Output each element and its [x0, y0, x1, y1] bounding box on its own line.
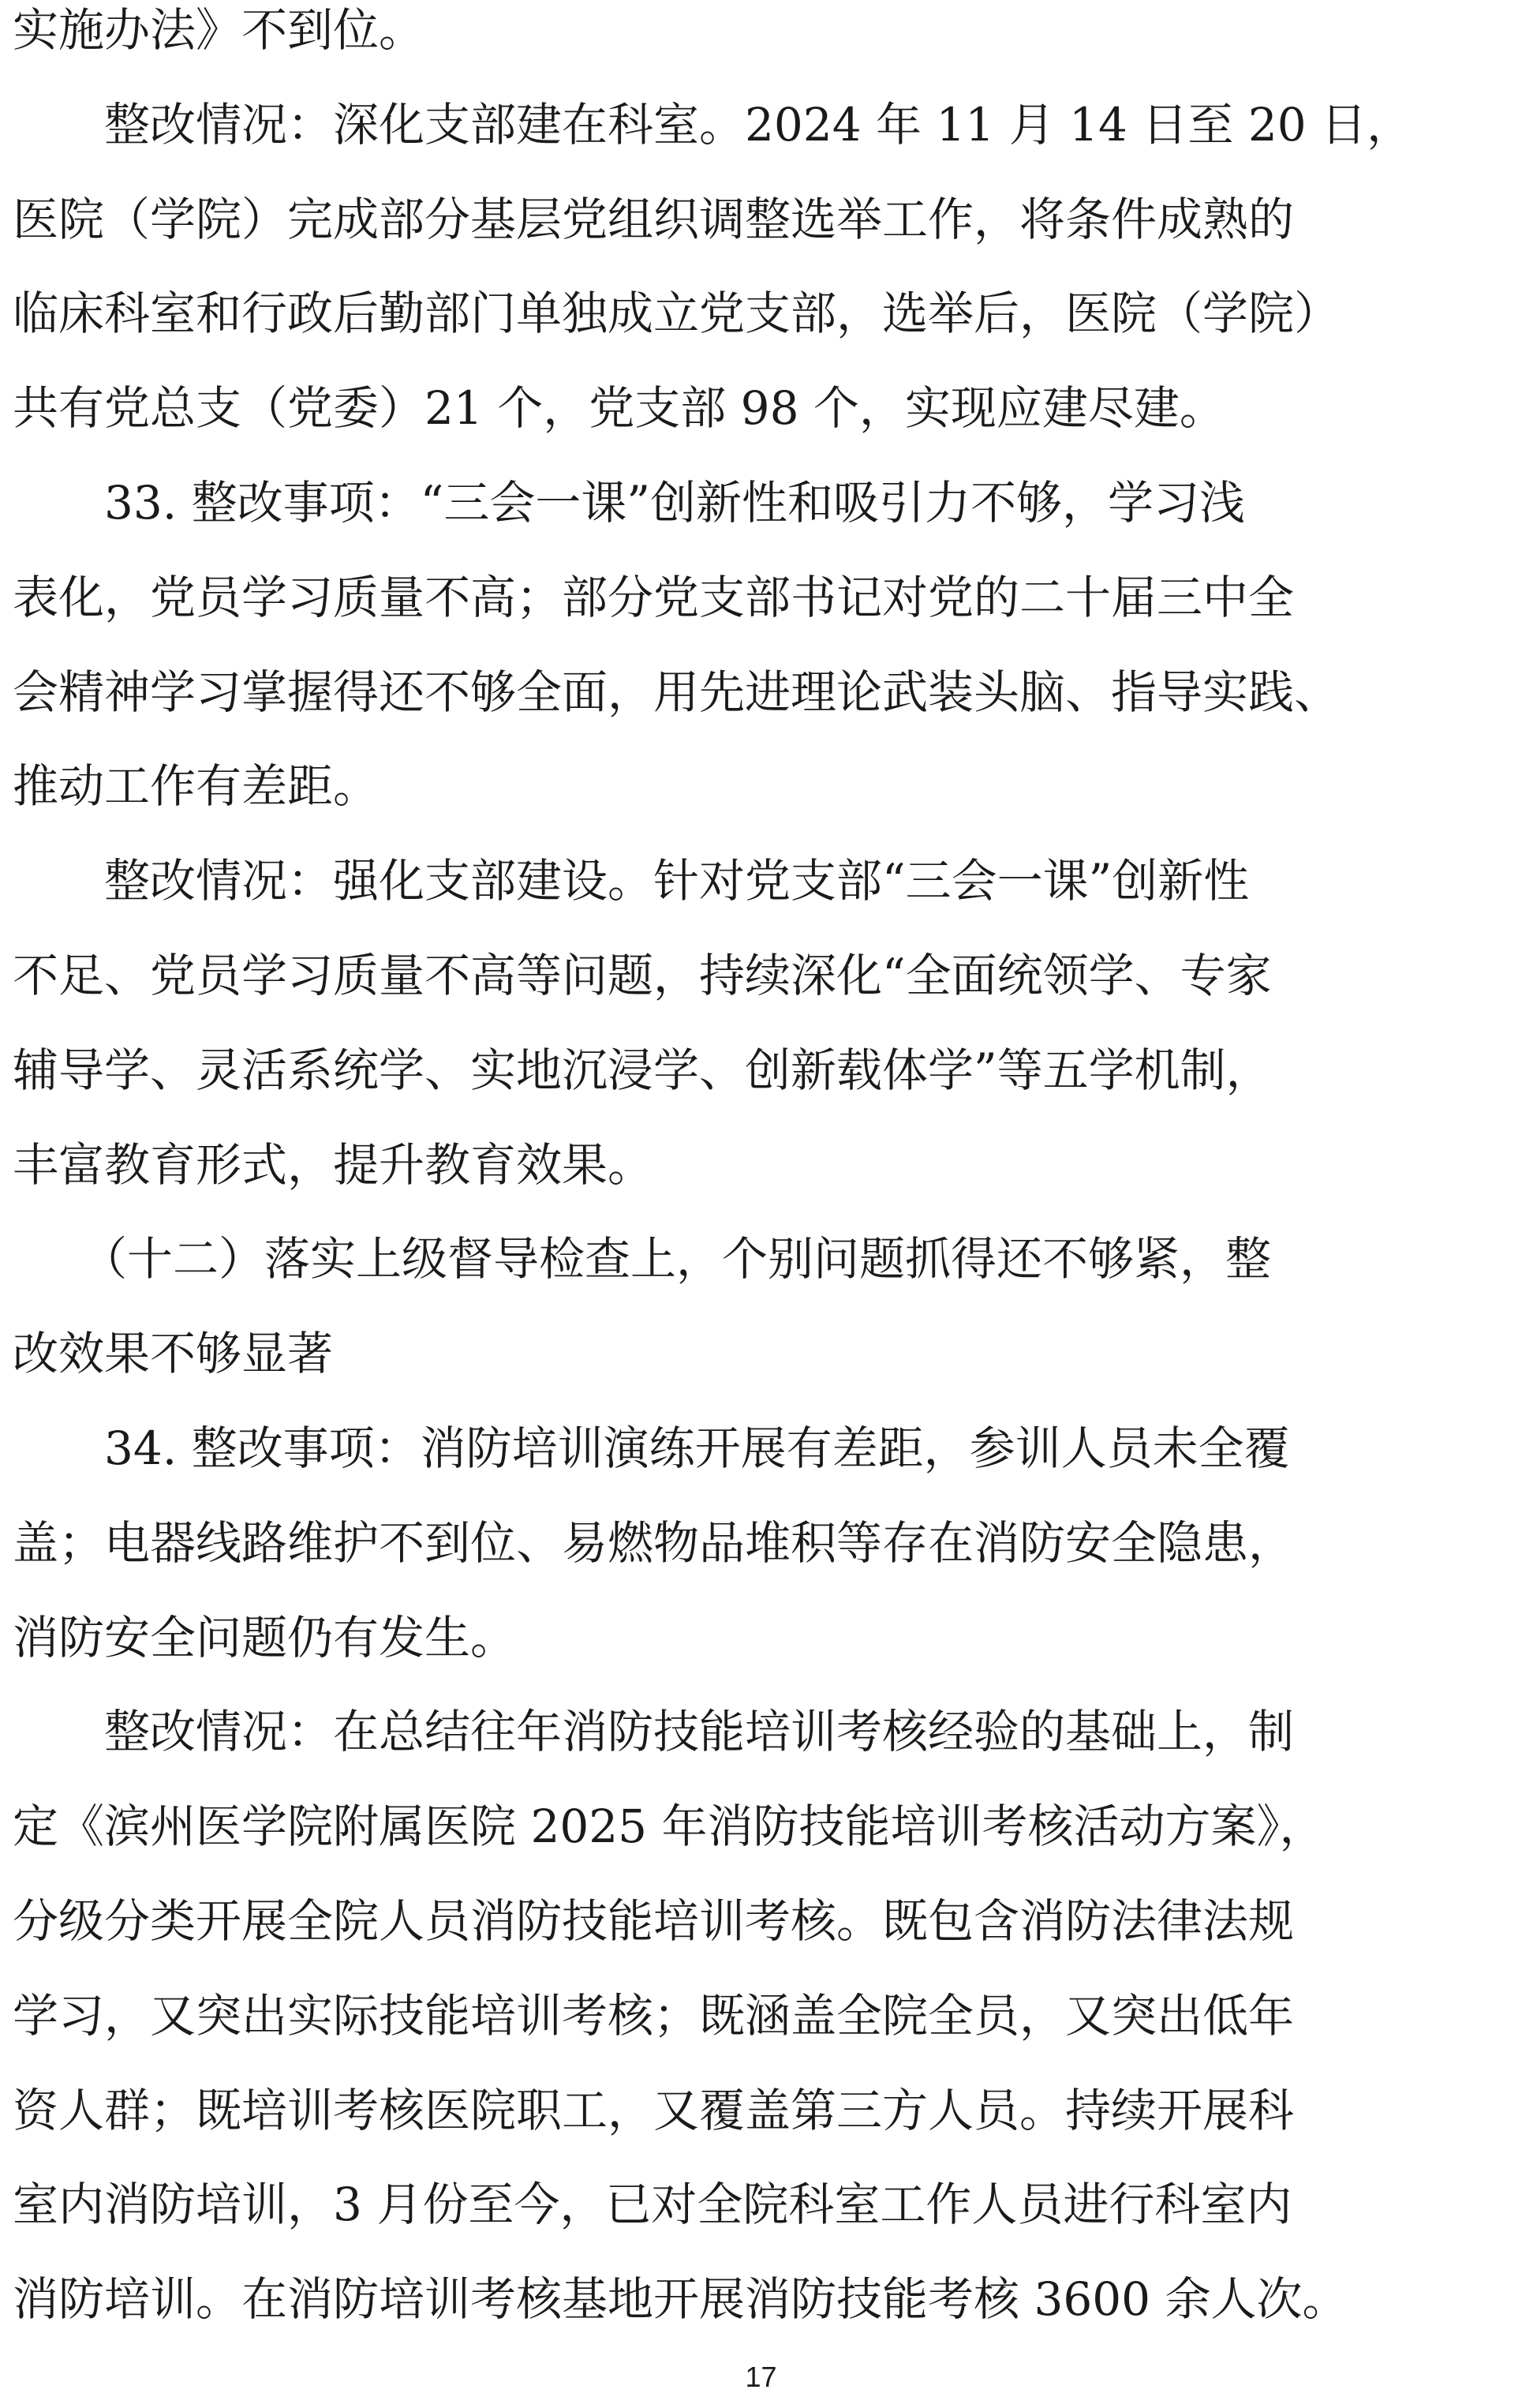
text-line: 改效果不够显著: [13, 1327, 334, 1381]
text-line: 表化，党员学习质量不高；部分党支部书记对党的二十届三中全: [13, 570, 1295, 624]
text-line: 分级分类开展全院人员消防技能培训考核。既包含消防法律法规: [13, 1894, 1295, 1948]
text-line: 资人群；既培训考核医院职工，又覆盖第三方人员。持续开展科: [13, 2083, 1295, 2137]
text-line: 不足、党员学习质量不高等问题，持续深化“全面统领学、专家: [13, 949, 1272, 1002]
text-line: 医院（学院）完成部分基层党组织调整选举工作，将条件成熟的: [13, 192, 1295, 246]
text-line: 整改情况：在总结往年消防技能培训考核经验的基础上，制: [13, 1705, 1295, 1759]
text-line: 消防培训。在消防培训考核基地开展消防技能考核 3600 余人次。: [13, 2272, 1348, 2327]
text-line: 推动工作有差距。: [13, 759, 380, 814]
text-line: 盖；电器线路维护不到位、易燃物品堆积等存在消防安全隐患，: [13, 1515, 1295, 1570]
text-line: 整改情况：深化支部建在科室。2024 年 11 月 14 日至 20 日，: [13, 97, 1413, 152]
text-line: （十二）落实上级督导检查上，个别问题抓得还不够紧，整: [13, 1232, 1272, 1286]
text-line: 丰富教育形式，提升教育效果。: [13, 1137, 654, 1192]
text-line: 室内消防培训，3 月份至今，已对全院科室工作人员进行科室内: [13, 2178, 1292, 2232]
text-line: 学习，又突出实际技能培训考核；既涵盖全院全员，又突出低年: [13, 1988, 1295, 2043]
page-number: 17: [745, 2361, 777, 2393]
text-line: 临床科室和行政后勤部门单独成立党支部，选举后，医院（学院）: [13, 286, 1341, 341]
text-line: 消防安全问题仍有发生。: [13, 1610, 517, 1665]
text-line: 定《滨州医学院附属医院 2025 年消防技能培训考核活动方案》，: [13, 1799, 1326, 1854]
text-line: 整改情况：强化支部建设。针对党支部“三会一课”创新性: [13, 854, 1250, 908]
text-line: 辅导学、灵活系统学、实地沉浸学、创新载体学”等五学机制，: [13, 1043, 1272, 1097]
text-line: 会精神学习掌握得还不够全面，用先进理论武装头脑、指导实践、: [13, 665, 1341, 719]
text-line: 33. 整改事项：“三会一课”创新性和吸引力不够，学习浅: [13, 476, 1245, 530]
text-line: 实施办法》不到位。: [13, 3, 425, 57]
text-line: 34. 整改事项：消防培训演练开展有差距，参训人员未全覆: [13, 1421, 1290, 1475]
text-line: 共有党总支（党委）21 个，党支部 98 个，实现应建尽建。: [13, 381, 1225, 436]
